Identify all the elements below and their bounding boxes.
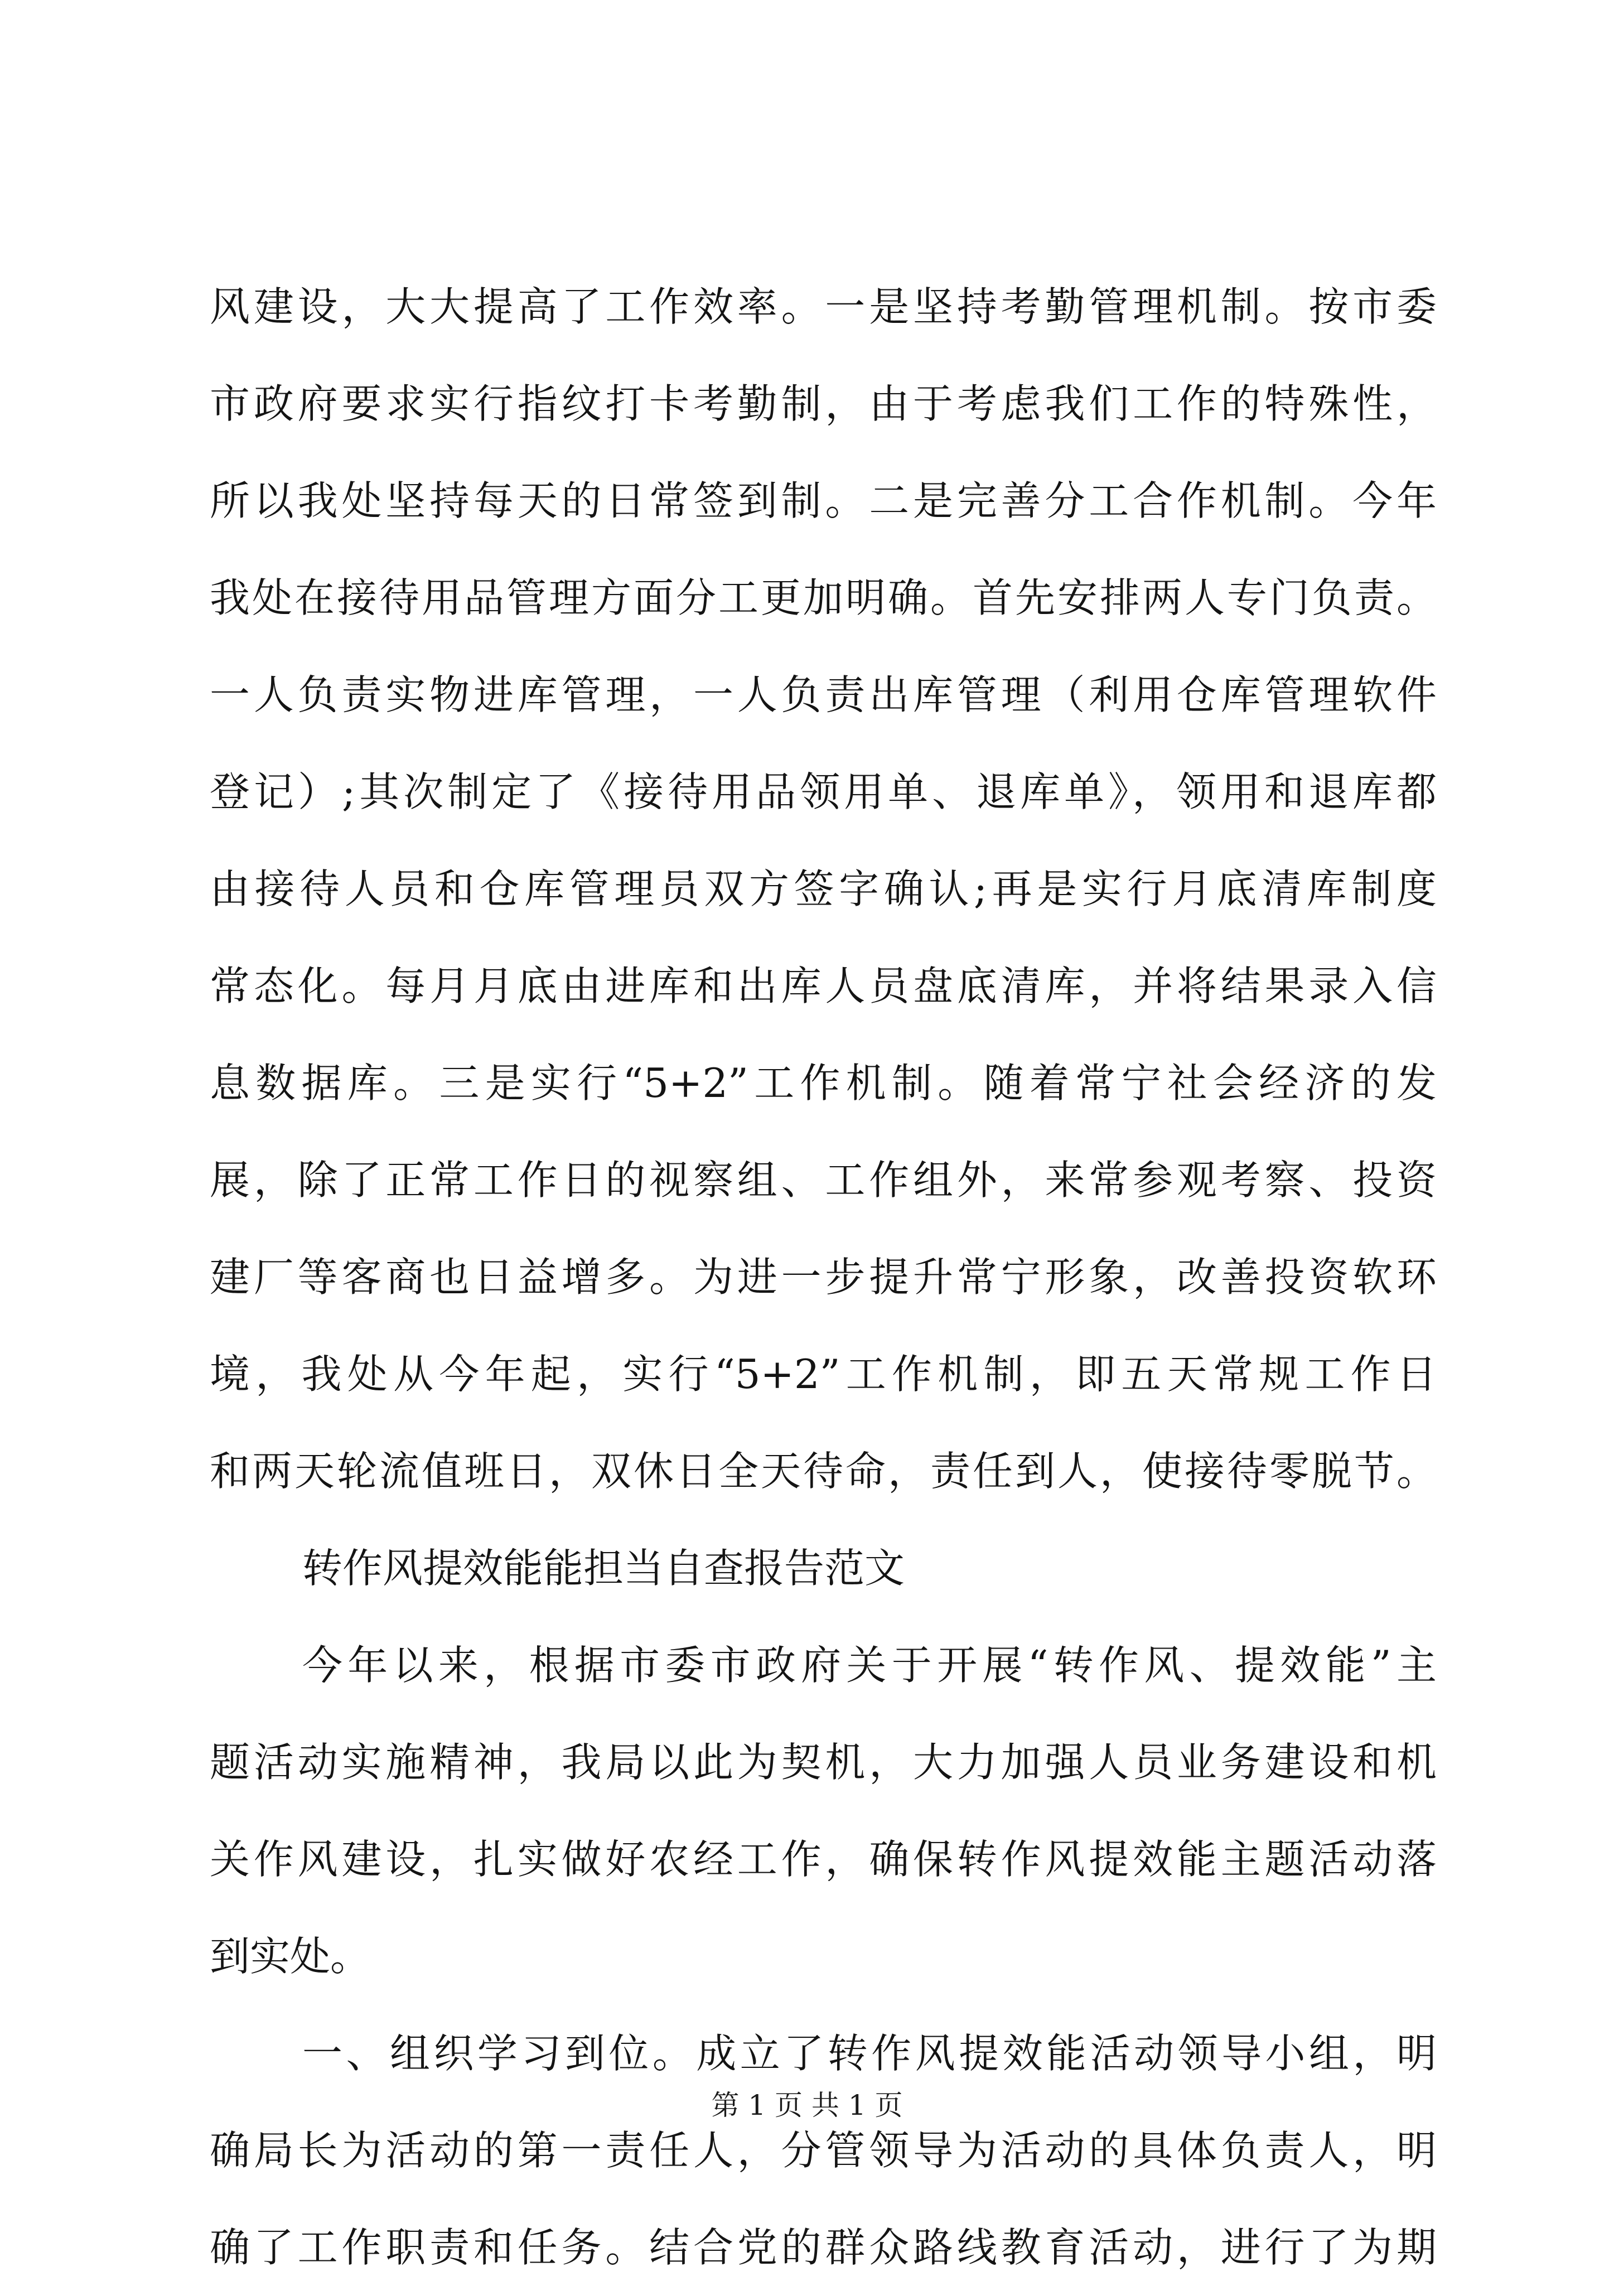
text-line: 一人负责实物进库管理，一人负责出库管理（利用仓库管理软件 [210,671,1437,718]
text-line: 和两天轮流值班日，双休日全天待命，责任到人，使接待零脱节。 [210,1448,1437,1495]
text-line: 境，我处从今年起，实行“5+2”工作机制，即五天常规工作日 [210,1351,1437,1398]
text-line: 题活动实施精神，我局以此为契机，大力加强人员业务建设和机 [210,1739,1437,1786]
text-line: 建厂等客商也日益增多。为进一步提升常宁形象，改善投资软环 [210,1254,1437,1301]
text-line: 到实处。 [210,1933,371,1980]
text-line: 风建设，大大提高了工作效率。一是坚持考勤管理机制。按市委 [210,283,1437,330]
document-body [210,258,1437,2296]
text-line: 展，除了正常工作日的视察组、工作组外，来常参观考察、投资 [210,1157,1437,1203]
text-line: 市政府要求实行指纹打卡考勤制，由于考虑我们工作的特殊性， [210,380,1437,427]
text-line: 关作风建设，扎实做好农经工作，确保转作风提效能主题活动落 [210,1836,1437,1883]
text-line: 由接待人员和仓库管理员双方签字确认;再是实行月底清库制度 [210,866,1437,912]
text-line: 登记）;其次制定了《接待用品领用单、退库单》，领用和退库都 [210,768,1437,815]
section-heading: 转作风提效能能担当自查报告范文 [302,1545,905,1592]
text-line: 确局长为活动的第一责任人，分管领导为活动的具体负责人，明 [210,2127,1437,2174]
text-line: 所以我处坚持每天的日常签到制。二是完善分工合作机制。今年 [210,477,1437,524]
text-line: 我处在接待用品管理方面分工更加明确。首先安排两人专门负责。 [210,574,1437,621]
page-footer: 第 1 页 共 1 页 [711,2089,903,2121]
text-line: 息数据库。三是实行“5+2”工作机制。随着常宁社会经济的发 [210,1060,1437,1106]
text-line: 确了工作职责和任务。结合党的群众路线教育活动，进行了为期 [210,2224,1437,2271]
text-line: 今年以来，根据市委市政府关于开展“转作风、提效能”主 [302,1642,1437,1689]
text-line: 常态化。每月月底由进库和出库人员盘底清库，并将结果录入信 [210,963,1437,1009]
text-line: 一、组织学习到位。成立了转作风提效能活动领导小组，明 [302,2030,1437,2077]
